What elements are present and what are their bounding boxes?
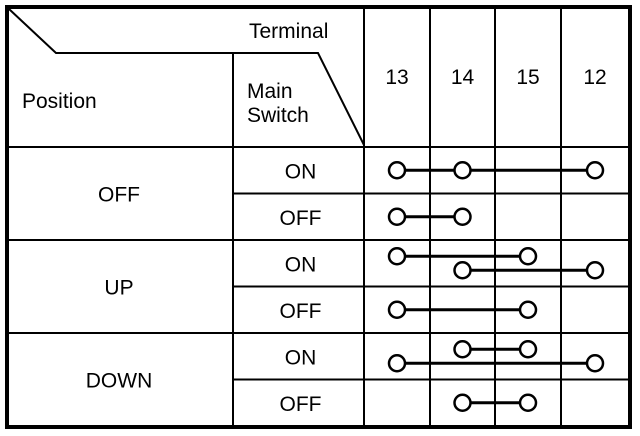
switch-label: OFF	[279, 392, 322, 416]
connection	[389, 302, 536, 318]
row-labels	[86, 160, 322, 416]
terminal-node-13	[389, 162, 405, 178]
terminal-node-15	[520, 302, 536, 318]
switch-label: OFF	[279, 206, 322, 230]
terminal-node-15	[520, 341, 536, 357]
terminal-node-15	[520, 248, 536, 264]
terminal-node-14	[455, 341, 471, 357]
terminal-label-14: 14	[450, 66, 475, 89]
terminal-node-13	[389, 355, 405, 371]
switch-label: ON	[284, 160, 317, 184]
terminal-node-13	[389, 209, 405, 225]
terminal-node-14	[455, 162, 471, 178]
position-header-label: Position	[22, 90, 97, 113]
terminal-node-12	[587, 162, 603, 178]
terminal-node-12	[587, 355, 603, 371]
terminal-node-13	[389, 248, 405, 264]
terminal-header-label: Terminal	[249, 20, 329, 43]
switch-label: ON	[284, 253, 317, 277]
terminal-label-15: 15	[516, 66, 540, 89]
switch-label: OFF	[279, 299, 322, 323]
position-label-up: UP	[104, 276, 134, 300]
terminal-node-15	[520, 395, 536, 411]
terminal-node-14	[455, 209, 471, 225]
position-label-off: OFF	[98, 183, 140, 207]
terminal-node-13	[389, 302, 405, 318]
position-label-down: DOWN	[85, 369, 153, 393]
main-switch-header-label-line1: Main	[247, 80, 293, 103]
terminal-node-14	[455, 262, 471, 278]
main-switch-header-label-line2: Switch	[247, 104, 309, 127]
terminal-node-14	[455, 395, 471, 411]
terminal-label-13: 13	[385, 66, 409, 89]
terminal-node-12	[587, 262, 603, 278]
switch-label: ON	[284, 346, 317, 370]
terminal-label-12: 12	[583, 66, 607, 89]
